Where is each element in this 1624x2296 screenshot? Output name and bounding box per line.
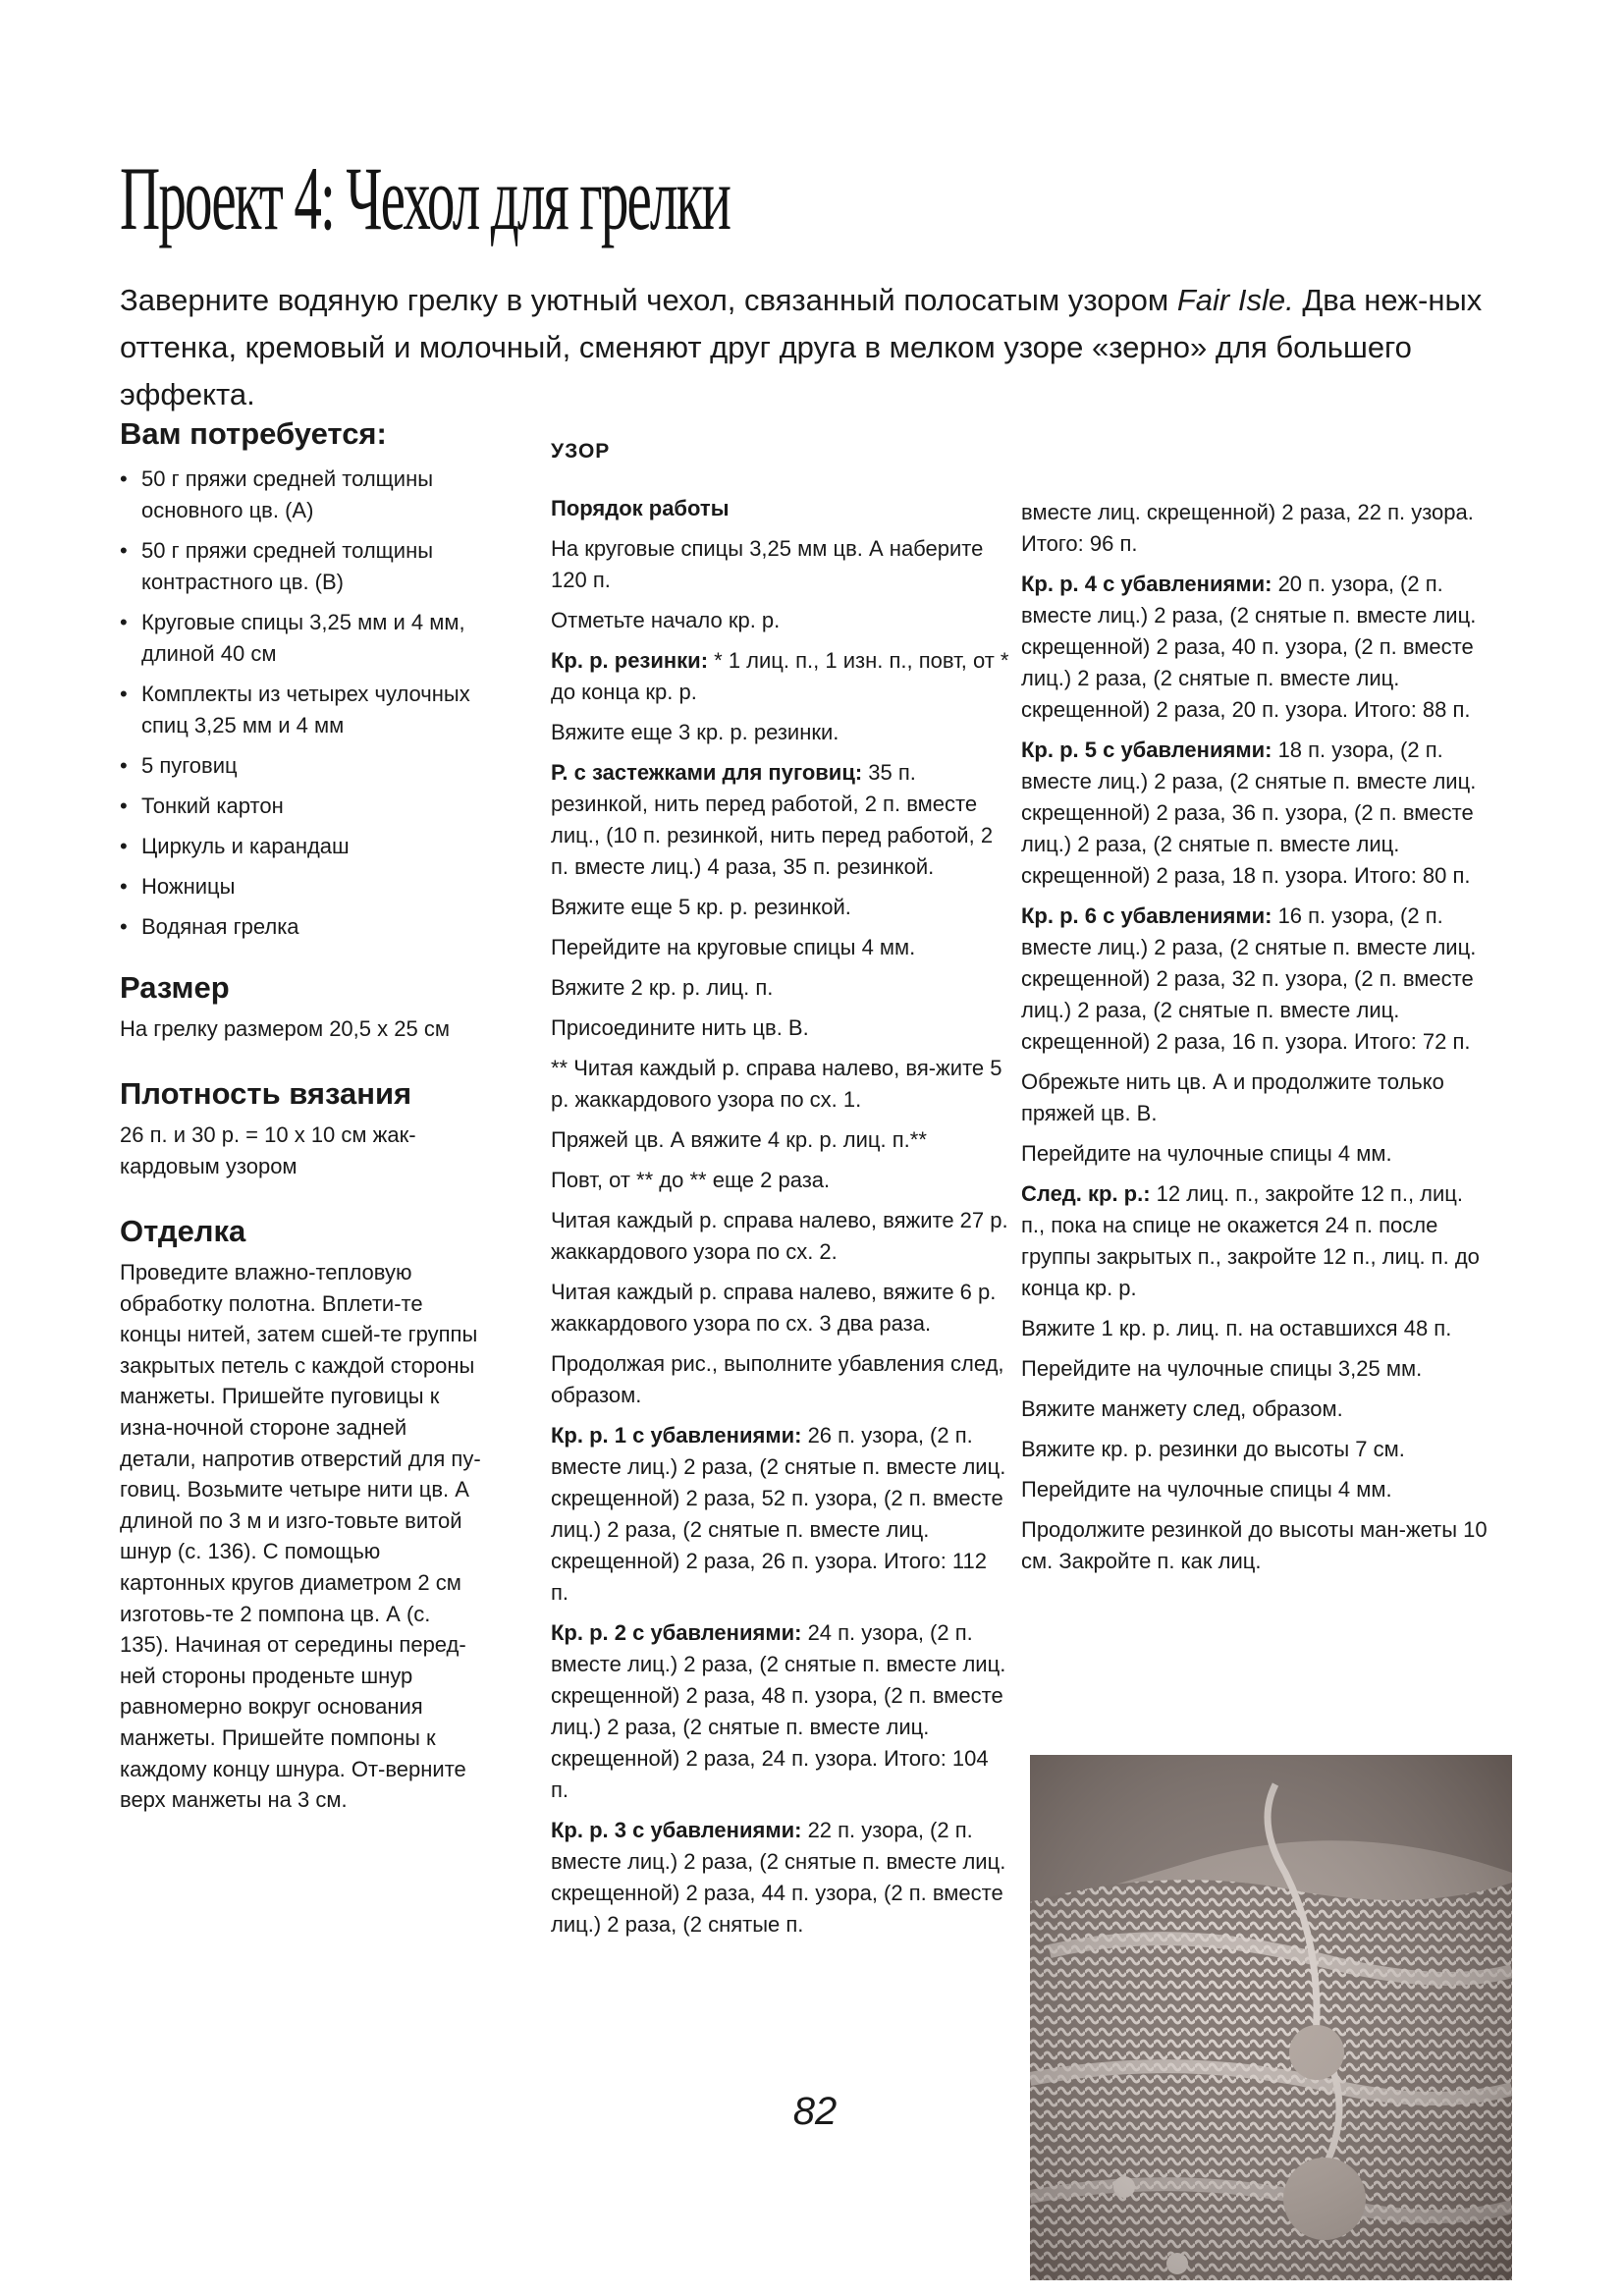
step-text: Продолжая рис., выполните убавления след, образом. [551,1351,1004,1407]
list-item: • 5 пуговиц [120,750,483,782]
list-item: • Круговые спицы 3,25 мм и 4 мм, длиной 40 см [120,607,483,670]
step-text: Вяжите 1 кр. р. лиц. п. на оставшихся 48 п. [1021,1316,1452,1340]
pattern-step [551,932,1010,963]
pattern-step [551,1348,1010,1411]
list-item: • 50 г пряжи средней толщины контрастного цв. (В) [120,535,483,598]
step-label: Р. с застежками для пуговиц: [551,760,863,785]
step-text: 18 п. узора, (2 п. вместе лиц.) 2 раза, (2 снятые п. вместе лиц. скрещенной) 2 раза, 36 п. узора, (2 п. вместе лиц.) 2 раза, (2 снятые п. вместе лиц. скрещенной) 2 раза, 18 п. узора. Итого: 80 п. [1021,738,1477,888]
intro-italic: Fair Isle. [1176,283,1294,317]
pattern-step [551,1277,1010,1339]
pattern-step [1021,497,1492,560]
step-label: Кр. р. 1 с убавлениями: [551,1423,802,1448]
gauge-heading: Плотность вязания [120,1076,412,1111]
step-text: Обрежьте нить цв. А и продолжите только пряжей цв. В. [1021,1069,1444,1125]
step-text: Перейдите на круговые спицы 4 мм. [551,935,916,959]
step-label: Кр. р. 5 с убавлениями: [1021,738,1272,762]
pattern-steps-right [1021,497,1492,1577]
page-title: Проект 4: Чехол для грелки [120,148,731,248]
step-text: 35 п. резинкой, нить перед работой, 2 п. вместе лиц., (10 п. резинкой, нить перед работой, 2 п. вместе лиц.) 4 раза, 35 п. резинкой. [551,760,994,879]
step-text: Отметьте начало кр. р. [551,608,781,632]
step-text: Читая каждый р. справа налево, вяжите 6 р. жаккардового узора по сх. 3 два раза. [551,1280,997,1336]
step-label: След. кр. р.: [1021,1181,1151,1206]
pattern-step [551,605,1010,636]
step-text: Перейдите на чулочные спицы 4 мм. [1021,1141,1392,1166]
step-text: вместе лиц. скрещенной) 2 раза, 22 п. узора. Итого: 96 п. [1021,500,1474,556]
step-text: Вяжите 2 кр. р. лиц. п. [551,975,774,1000]
gauge-text: 26 п. и 30 р. = 10 х 10 см жак-кардовым узором [120,1122,416,1178]
pattern-step [551,1420,1010,1609]
pattern-step [1021,569,1492,726]
step-text: Перейдите на чулочные спицы 4 мм. [1021,1477,1392,1502]
step-text: Вяжите еще 3 кр. р. резинки. [551,720,839,744]
pattern-step [1021,1353,1492,1385]
pattern-step [551,757,1010,883]
finishing-heading: Отделка [120,1214,246,1248]
pattern-step [551,493,1010,524]
step-text: 22 п. узора, (2 п. вместе лиц.) 2 раза, (2 снятые п. вместе лиц. скрещенной) 2 раза, 44 п. узора, (2 п. вместе лиц.) 2 раза, (2 снятые п. [551,1818,1006,1937]
pattern-step [551,1617,1010,1806]
pattern-step [1021,901,1492,1058]
pattern-step [551,1053,1010,1116]
step-text: ** Читая каждый р. справа налево, вя-жите 5 р. жаккардового узора по сх. 1. [551,1056,1002,1112]
pattern-step [551,1205,1010,1268]
step-text: Вяжите кр. р. резинки до высоты 7 см. [1021,1437,1405,1461]
pattern-step [1021,1434,1492,1465]
step-label: Кр. р. 3 с убавлениями: [551,1818,802,1842]
size-text: На грелку размером 20,5 х 25 см [120,1016,450,1041]
step-text: Присоедините нить цв. В. [551,1015,809,1040]
intro-part1: Заверните водяную грелку в уютный чехол, связанный полосатым узором [120,283,1177,317]
step-text: * 1 лиц. п., 1 изн. п., повт, от * до конца кр. р. [551,648,1009,704]
product-photo [1030,1755,1512,2280]
pattern-step [551,1815,1010,1941]
size-heading: Размер [120,970,230,1005]
step-text: 24 п. узора, (2 п. вместе лиц.) 2 раза, (2 снятые п. вместе лиц. скрещенной) 2 раза, 48 п. узора, (2 п. вместе лиц.) 2 раза, (2 снятые п. вместе лиц. скрещенной) 2 раза, 24 п. узора. Итого: 104 п. [551,1620,1006,1802]
intro-paragraph [120,277,1514,418]
step-text: Пряжей цв. А вяжите 4 кр. р. лиц. п.** [551,1127,927,1152]
step-label: Кр. р. 2 с убавлениями: [551,1620,802,1645]
step-label: Кр. р. 4 с убавлениями: [1021,572,1272,596]
pattern-column-mid [551,440,1010,1949]
pattern-step [551,1165,1010,1196]
pattern-step [1021,1178,1492,1304]
list-item: • Тонкий картон [120,791,483,822]
materials-heading: Вам потребуется: [120,416,387,451]
pattern-step [551,533,1010,596]
pattern-step [1021,1394,1492,1425]
list-item: • Ножницы [120,871,483,902]
pattern-step [551,1012,1010,1044]
step-text: Вяжите еще 5 кр. р. резинкой. [551,895,851,919]
step-text: Читая каждый р. справа налево, вяжите 27 р. жаккардового узора по сх. 2. [551,1208,1008,1264]
pattern-step [551,972,1010,1004]
list-item: • Комплекты из четырех чулочных спиц 3,25 мм и 4 мм [120,679,483,741]
finishing-text: Проведите влажно-тепловую обработку полотна. Вплети-те концы нитей, затем сшей-те группы закрытых петель с каждой стороны манжеты. Пришейте пуговицы к изна-ночной стороне задней детали, напротив отверстий для пу-говиц. Возьмите четыре нити цв. А длиной по 3 м и изго-товьте витой шнур (с. 136). С помощью картонных кругов диаметром 2 см изготовь-те 2 помпона цв. А (с. 135). Начиная от середины перед-ней стороны проденьте шнур равномерно вокруг основания манжеты. Пришейте помпоны к каждому концу шнура. От-верните верх манжеты на 3 см. [120,1260,481,1813]
step-text: 26 п. узора, (2 п. вместе лиц.) 2 раза, (2 снятые п. вместе лиц. скрещенной) 2 раза, 52 п. узора, (2 п. вместе лиц.) 2 раза, (2 снятые п. вместе лиц. скрещенной) 2 раза, 26 п. узора. Итого: 112 п. [551,1423,1006,1605]
list-item: • Циркуль и карандаш [120,831,483,862]
page-number: 82 [792,2090,838,2133]
step-text: 12 лиц. п., закройте 12 п., лиц. п., пока на спице не окажется 24 п. после группы закрытых п., закройте 12 п., лиц. п. до конца кр. р. [1021,1181,1480,1300]
step-label: Порядок работы [551,496,730,520]
pattern-step [551,892,1010,923]
list-item: • 50 г пряжи средней толщины основного цв. (А) [120,464,483,526]
list-item: • Водяная грелка [120,911,483,943]
step-label: Кр. р. 6 с убавлениями: [1021,903,1272,928]
pattern-step [1021,1313,1492,1344]
step-text: На круговые спицы 3,25 мм цв. А наберите 120 п. [551,536,984,592]
step-text: Вяжите манжету след, образом. [1021,1396,1343,1421]
pattern-step [551,645,1010,708]
materials-list [120,464,483,943]
step-text: 20 п. узора, (2 п. вместе лиц.) 2 раза, (2 снятые п. вместе лиц. скрещенной) 2 раза, 40 п. узора, (2 п. вместе лиц.) 2 раза, (2 снятые п. вместе лиц. скрещенной) 2 раза, 20 п. узора. Итого: 88 п. [1021,572,1477,722]
step-text: Перейдите на чулочные спицы 3,25 мм. [1021,1356,1423,1381]
intro-part2: Два неж-ных оттенка, кремовый и молочный, сменяют друг друга в мелком узоре «зерно» для большего эффекта. [120,283,1483,411]
pattern-step [1021,1474,1492,1505]
pattern-heading: УЗОР [551,440,611,463]
pattern-step [1021,1066,1492,1129]
pattern-step [551,1124,1010,1156]
step-label: Кр. р. резинки: [551,648,709,673]
pattern-step [1021,735,1492,892]
step-text: Повт, от ** до ** еще 2 раза. [551,1168,831,1192]
knitted-cover-illustration [1030,1755,1512,2280]
pattern-steps-mid [551,493,1010,1941]
pattern-step [1021,1138,1492,1170]
step-text: Продолжите резинкой до высоты ман-жеты 10 см. Закройте п. как лиц. [1021,1517,1488,1573]
pattern-column-right [1021,497,1492,1586]
step-text: 16 п. узора, (2 п. вместе лиц.) 2 раза, (2 снятые п. вместе лиц. скрещенной) 2 раза, 32 п. узора, (2 п. вместе лиц.) 2 раза, (2 снятые п. вместе лиц. скрещенной) 2 раза, 16 п. узора. Итого: 72 п. [1021,903,1477,1054]
pattern-step [551,717,1010,748]
pattern-step [1021,1514,1492,1577]
left-column [120,414,483,1816]
